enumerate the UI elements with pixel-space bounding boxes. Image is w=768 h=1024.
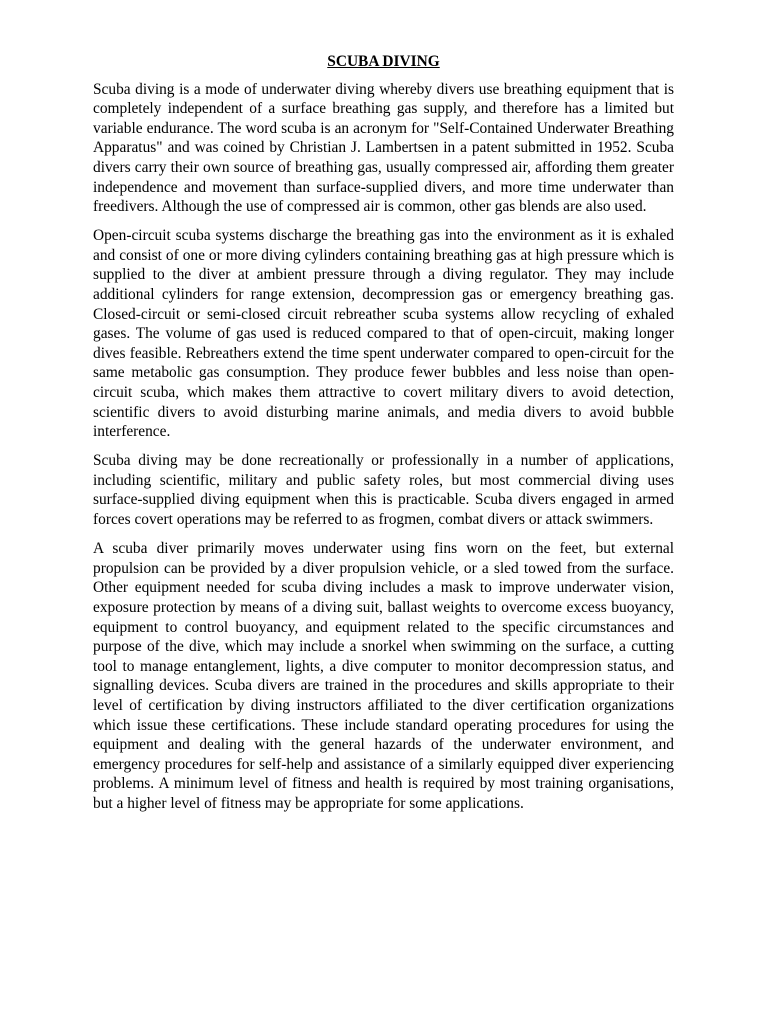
document-page	[93, 52, 674, 823]
paragraph-scuba-definition: Scuba diving is a mode of underwater diving whereby divers use breathing equipment that is completely independent of a surface breathing gas supply, and therefore has a limited but variable endurance. The word scuba is an acronym for "Self-Contained Underwater Breathing Apparatus" and was coined by Christian J. Lambertsen in a patent submitted in 1952. Scuba divers carry their own source of breathing gas, usually compressed air, affording them greater independence and movement than surface-supplied divers, and more time underwater than freedivers. Although the use of compressed air is common, other gas blends are also used.	[93, 80, 674, 216]
document-title: SCUBA DIVING	[327, 53, 440, 70]
paragraph-open-circuit: Open-circuit scuba systems discharge the breathing gas into the environment as it is exhaled and consist of one or more diving cylinders containing breathing gas at high pressure which is supplied to the diver at ambient pressure through a diving regulator. They may include additional cylinders for range extension, decompression gas or emergency breathing gas. Closed-circuit or semi-closed circuit rebreather scuba systems allow recycling of exhaled gases. The volume of gas used is reduced compared to that of open-circuit, making longer dives feasible. Rebreathers extend the time spent underwater compared to open-circuit for the same metabolic gas consumption. They produce fewer bubbles and less noise than open-circuit scuba, which makes them attractive to covert military divers to avoid detection, scientific divers to avoid disturbing marine animals, and media divers to avoid bubble interference.	[93, 227, 674, 441]
paragraph-applications: Scuba diving may be done recreationally or professionally in a number of applications, including scientific, military and public safety roles, but most commercial diving uses surface-supplied diving equipment when this is practicable. Scuba divers engaged in armed forces covert operations may be referred to as frogmen, combat divers or attack swimmers.	[93, 452, 674, 529]
paragraph-equipment-training: A scuba diver primarily moves underwater using fins worn on the feet, but external propulsion can be provided by a diver propulsion vehicle, or a sled towed from the surface. Other equipment needed for scuba diving includes a mask to improve underwater vision, exposure protection by means of a diving suit, ballast weights to overcome excess buoyancy, equipment to control buoyancy, and equipment related to the specific circumstances and purpose of the dive, which may include a snorkel when swimming on the surface, a cutting tool to manage entanglement, lights, a dive computer to monitor decompression status, and signalling devices. Scuba divers are trained in the procedures and skills appropriate to their level of certification by diving instructors affiliated to the diver certification organizations which issue these certifications. These include standard operating procedures for using the equipment and dealing with the general hazards of the underwater environment, and emergency procedures for self-help and assistance of a similarly equipped diver experiencing problems. A minimum level of fitness and health is required by most training organisations, but a higher level of fitness may be appropriate for some applications.	[93, 540, 674, 812]
